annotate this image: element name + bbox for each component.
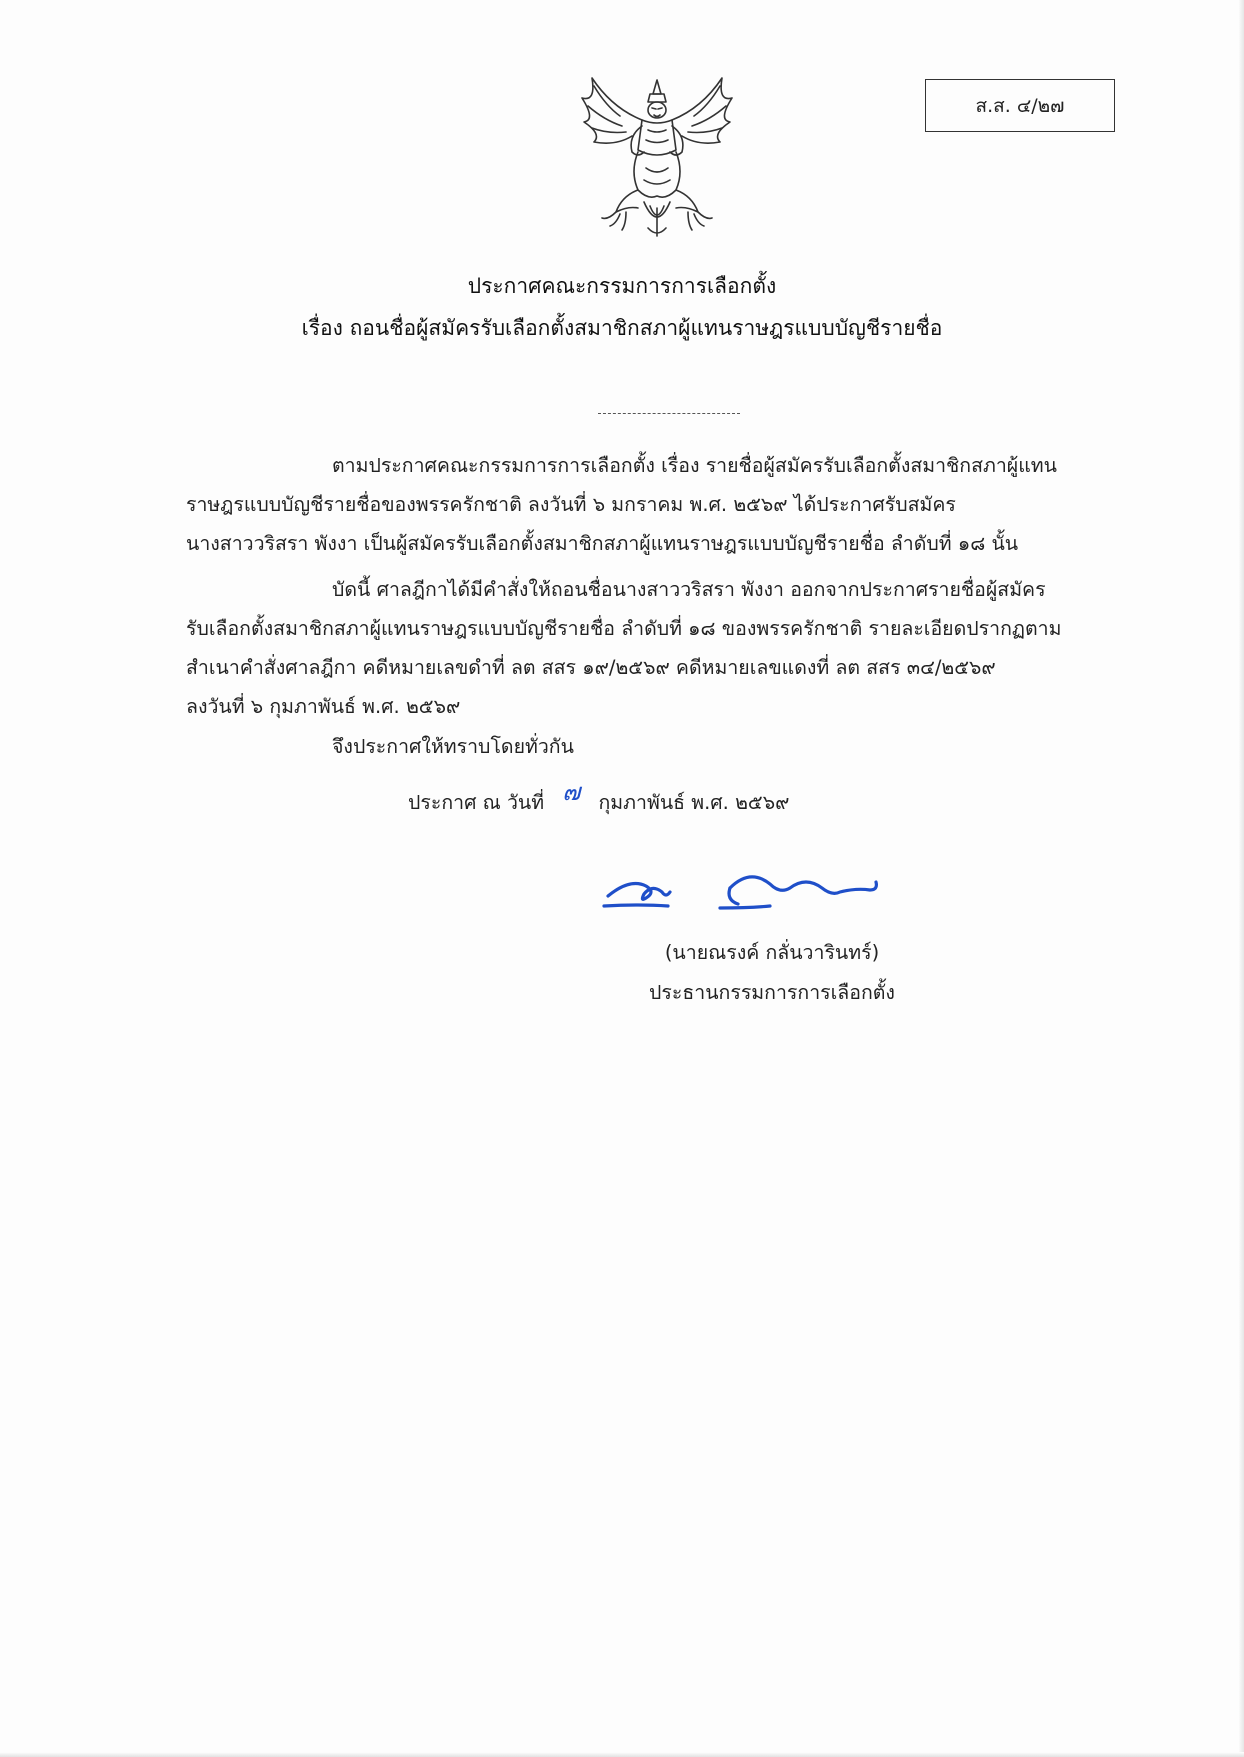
- signer-name: (นายณรงค์ กลั่นวารินทร์): [664, 941, 880, 964]
- document-subject: เรื่อง ถอนชื่อผู้สมัครรับเลือกตั้งสมาชิกสภาผู้แทนราษฎรแบบบัญชีรายชื่อ: [301, 316, 943, 340]
- document-code-box: [925, 79, 1115, 132]
- announcement-day-handwritten: ๗: [562, 778, 581, 806]
- signer-role: ประธานกรรมการการเลือกตั้ง: [649, 981, 895, 1004]
- paragraph-line: ราษฎรแบบบัญชีรายชื่อของพรรครักชาติ ลงวันที่ ๖ มกราคม พ.ศ. ๒๕๖๙ ได้ประกาศรับสมัคร: [186, 493, 956, 516]
- paragraph-2: [186, 570, 1114, 726]
- handwritten-signature: [600, 858, 930, 922]
- title-divider: [598, 413, 740, 414]
- paragraph-1: [186, 446, 1114, 563]
- garuda-emblem-icon: [572, 72, 742, 242]
- paragraph-line: รับเลือกตั้งสมาชิกสภาผู้แทนราษฎรแบบบัญชีรายชื่อ ลำดับที่ ๑๘ ของพรรครักชาติ รายละเอียดปรากฏตาม: [186, 617, 1062, 640]
- page-edge-shadow-bottom: [0, 1752, 1244, 1757]
- paragraph-line: บัดนี้ ศาลฎีกาได้มีคำสั่งให้ถอนชื่อนางสาววริสรา พังงา ออกจากประกาศรายชื่อผู้สมัคร: [332, 578, 1046, 601]
- paragraph-line: นางสาววริสรา พังงา เป็นผู้สมัครรับเลือกตั้งสมาชิกสภาผู้แทนราษฎรแบบบัญชีรายชื่อ ลำดับที่ ๑๘ นั้น: [186, 532, 1019, 555]
- document-title: ประกาศคณะกรรมการการเลือกตั้ง: [467, 274, 777, 298]
- announcement-date: [408, 778, 790, 820]
- announcement-date-prefix: ประกาศ ณ วันที่: [408, 791, 545, 814]
- closing-statement: จึงประกาศให้ทราบโดยทั่วกัน: [332, 735, 574, 758]
- document-code: ส.ส. ๔/๒๗: [975, 94, 1065, 117]
- page-edge-shadow: [1238, 0, 1244, 1757]
- paragraph-line: สำเนาคำสั่งศาลฎีกา คดีหมายเลขดำที่ ลต สสร ๑๙/๒๕๖๙ คดีหมายเลขแดงที่ ลต สสร ๓๔/๒๕๖๙: [186, 656, 996, 679]
- paragraph-line: ลงวันที่ ๖ กุมภาพันธ์ พ.ศ. ๒๕๖๙: [186, 695, 461, 718]
- announcement-date-suffix: กุมภาพันธ์ พ.ศ. ๒๕๖๙: [598, 791, 790, 814]
- paragraph-line: ตามประกาศคณะกรรมการการเลือกตั้ง เรื่อง รายชื่อผู้สมัครรับเลือกตั้งสมาชิกสภาผู้แทน: [332, 454, 1057, 477]
